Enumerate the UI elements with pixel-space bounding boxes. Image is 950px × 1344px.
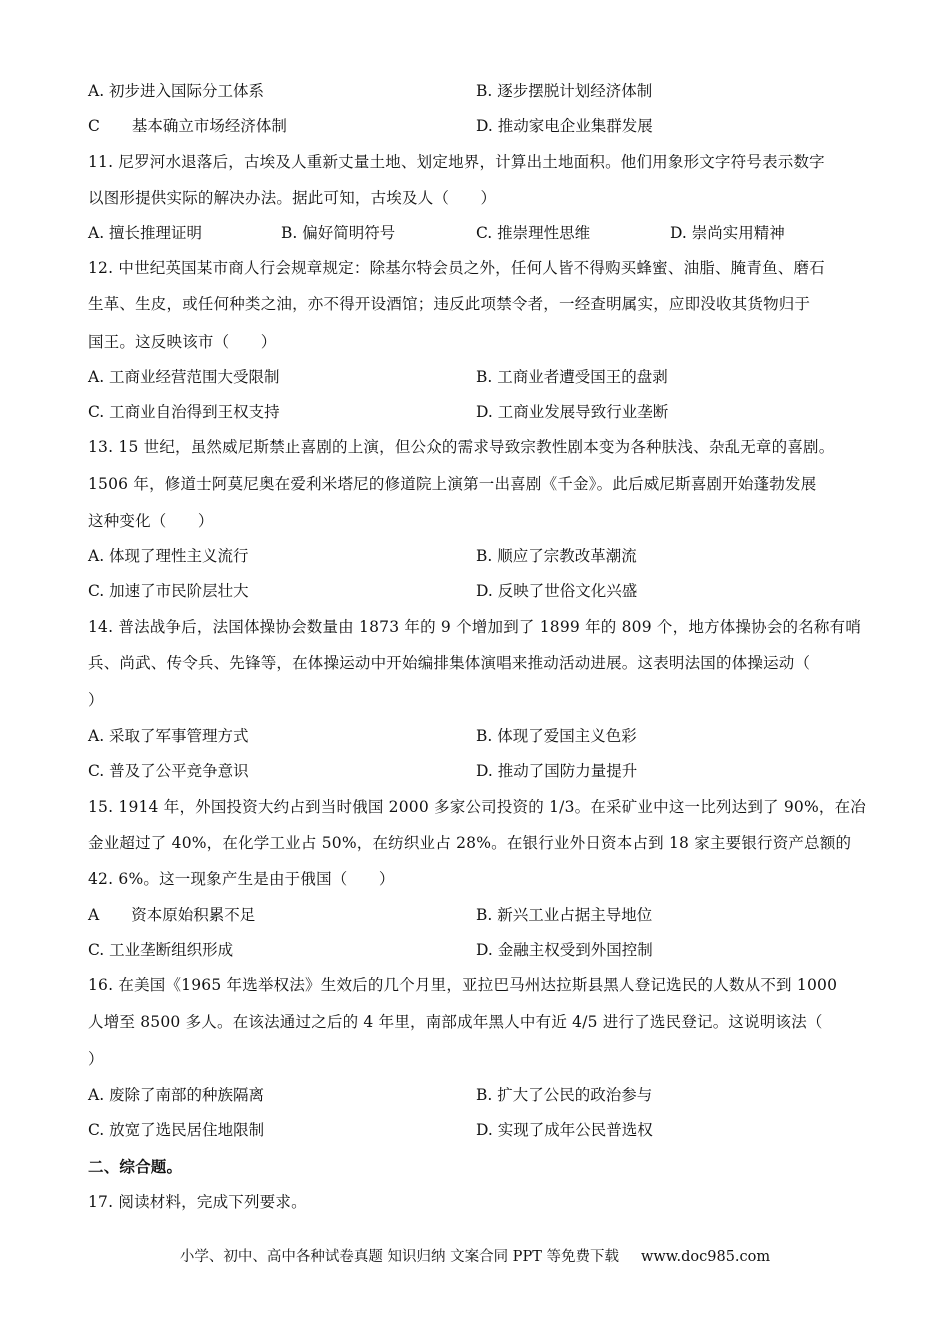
q15-stem-line2: 金业超过了 40%，在化学工业占 50%，在纺织业占 28%。在银行业外日资本占到 18 家主要银行资产总额的	[88, 834, 852, 852]
q11-stem-line1: 11. 尼罗河水退落后，古埃及人重新丈量土地、划定地界，计算出土地面积。他们用象形文字符号表示数字	[88, 153, 825, 171]
q12-stem-line2: 生革、生皮，或任何种类之油，亦不得开设酒馆；违反此项禁令者，一经查明属实，应即没收其货物归于	[88, 295, 811, 313]
q10-option-d: D. 推动家电企业集群发展	[476, 117, 653, 135]
q10-option-a: A. 初步进入国际分工体系	[88, 82, 265, 100]
q14-option-a: A. 采取了军事管理方式	[88, 727, 249, 745]
q11-stem-line2: 以图形提供实际的解决办法。据此可知，古埃及人（ ）	[88, 189, 497, 207]
q15-option-d: D. 金融主权受到外国控制	[476, 941, 653, 959]
q11-option-b: B. 偏好简明符号	[281, 224, 396, 242]
q12-stem-line1: 12. 中世纪英国某市商人行会规章规定：除基尔特会员之外，任何人皆不得购买蜂蜜、油脂、腌青鱼、磨石	[88, 259, 825, 277]
q16-option-a: A. 废除了南部的种族隔离	[88, 1086, 265, 1104]
q15-option-a-text: 资本原始积累不足	[131, 906, 256, 924]
q14-option-b: B. 体现了爱国主义色彩	[476, 727, 637, 745]
q14-stem-line1: 14. 普法战争后，法国体操协会数量由 1873 年的 9 个增加到了 1899 年的 809 个，地方体操协会的名称有哨	[88, 618, 862, 636]
footer-text: 小学、初中、高中各种试卷真题 知识归纳 文案合同 PPT 等免费下载	[179, 1249, 619, 1265]
q13-stem-line2: 1506 年，修道士阿莫尼奥在爱利米塔尼的修道院上演第一出喜剧《千金》。此后威尼斯喜剧开始蓬勃发展	[88, 475, 817, 493]
q10-option-c	[88, 116, 287, 136]
q12-option-c: C. 工商业自治得到王权支持	[88, 403, 280, 421]
q13-option-d: D. 反映了世俗文化兴盛	[476, 582, 638, 600]
q10-option-c-letter: C	[88, 117, 100, 135]
q11-option-c: C. 推崇理性思维	[476, 224, 591, 242]
q17-stem: 17. 阅读材料，完成下列要求。	[88, 1193, 307, 1211]
q13-option-c: C. 加速了市民阶层壮大	[88, 582, 249, 600]
page-footer	[0, 1247, 950, 1267]
q15-stem-line1: 15. 1914 年，外国投资大约占到当时俄国 2000 多家公司投资的 1/3。在采矿业中这一比列达到了 90%，在冶	[88, 798, 867, 816]
q10-option-b: B. 逐步摆脱计划经济体制	[476, 82, 653, 100]
q13-option-a: A. 体现了理性主义流行	[88, 547, 249, 565]
q12-stem-line3: 国王。这反映该市（ ）	[88, 333, 277, 351]
q14-option-d: D. 推动了国防力量提升	[476, 762, 638, 780]
q12-option-d: D. 工商业发展导致行业垄断	[476, 403, 669, 421]
q11-option-d: D. 崇尚实用精神	[670, 224, 785, 242]
q13-stem-line3: 这种变化（ ）	[88, 512, 214, 530]
q16-option-b: B. 扩大了公民的政治参与	[476, 1086, 653, 1104]
footer-url[interactable]: www.doc985.com	[640, 1249, 771, 1265]
q15-option-c: C. 工业垄断组织形成	[88, 941, 234, 959]
q14-option-c: C. 普及了公平竞争意识	[88, 762, 249, 780]
q13-option-b: B. 顺应了宗教改革潮流	[476, 547, 637, 565]
q12-option-a: A. 工商业经营范围大受限制	[88, 368, 280, 386]
q12-option-b: B. 工商业者遭受国王的盘剥	[476, 368, 668, 386]
q15-option-a	[88, 905, 255, 925]
q15-stem-line3: 42. 6%。这一现象产生是由于俄国（ ）	[88, 870, 395, 888]
q14-stem-line3: ）	[88, 691, 104, 709]
q16-stem-line1: 16. 在美国《1965 年选举权法》生效后的几个月里，亚拉巴马州达拉斯县黑人登记选民的人数从不到 1000	[88, 976, 838, 994]
section-heading: 二、综合题。	[88, 1158, 183, 1176]
q16-stem-line2: 人增至 8500 多人。在该法通过之后的 4 年里，南部成年黑人中有近 4/5 进行了选民登记。这说明该法（	[88, 1013, 823, 1031]
q15-option-b: B. 新兴工业占据主导地位	[476, 906, 653, 924]
q16-option-c: C. 放宽了选民居住地限制	[88, 1121, 265, 1139]
q10-option-c-text: 基本确立市场经济体制	[131, 117, 287, 135]
q16-option-d: D. 实现了成年公民普选权	[476, 1121, 653, 1139]
q15-option-a-letter: A	[88, 906, 100, 924]
q13-stem-line1: 13. 15 世纪，虽然威尼斯禁止喜剧的上演，但公众的需求导致宗教性剧本变为各种肤浅、杂乱无章的喜剧。	[88, 438, 835, 456]
q11-option-a: A. 擅长推理证明	[88, 224, 203, 242]
q16-stem-line3: ）	[88, 1050, 104, 1068]
q14-stem-line2: 兵、尚武、传令兵、先锋等，在体操运动中开始编排集体演唱来推动活动进展。这表明法国的体操运动（	[88, 654, 811, 672]
